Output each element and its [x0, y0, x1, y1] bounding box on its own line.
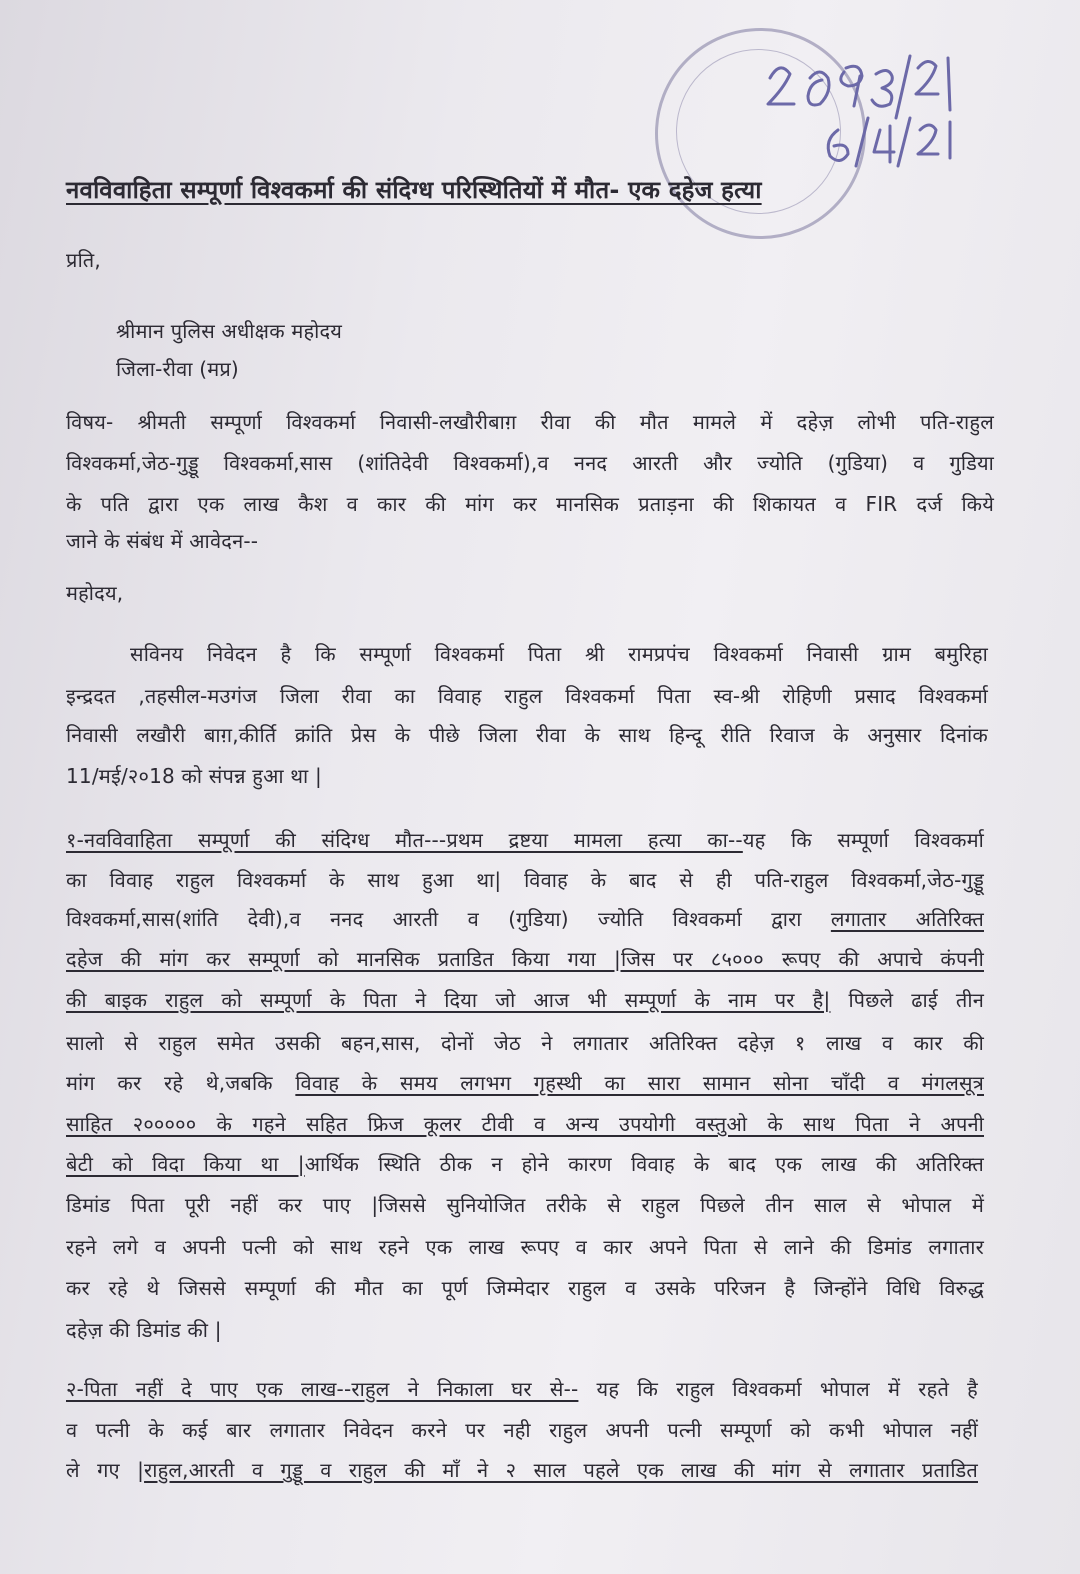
point1-heading: १-नवविवाहिता सम्पूर्णा की संदिग्ध मौत---प्रथम द्रष्टया मामला हत्या का--: [66, 828, 743, 852]
point1-underlined: विवाह के समय लगभग गृहस्थी का सारा सामान सोना चाँदी व मंगलसूत्र: [295, 1071, 984, 1095]
intro-line: सविनय निवेदन है कि सम्पूर्णा विश्वकर्मा पिता श्री रामप्रपंच विश्वकर्मा निवासी ग्राम बमुरिहा: [130, 642, 988, 666]
point1-line: दहेज़ की डिमांड की |: [66, 1318, 222, 1342]
point2-text: ले गए |: [66, 1458, 145, 1482]
point1-line: दहेज की मांग कर सम्पूर्णा को मानसिक प्रताडित किया गया |जिस पर ८५००० रूपए की अपाचे कंपनी: [66, 947, 984, 971]
point1-line: कर रहे थे जिससे सम्पूर्णा की मौत का पूर्ण जिम्मेदार राहुल व उसके परिजन है जिन्होंने विधि विरुद्ध: [66, 1276, 984, 1300]
point1-line: [66, 987, 984, 1013]
point2-heading: २-पिता नहीं दे पाए एक लाख--राहुल ने निकाला घर से--: [66, 1377, 579, 1401]
point1-line: का विवाह राहुल विश्वकर्मा के साथ हुआ था| विवाह के बाद से ही पति-राहुल विश्वकर्मा,जेठ-गुड्डू: [66, 868, 984, 892]
intro-line: निवासी लखौरी बाग़,कीर्ति क्रांति प्रेस के पीछे जिला रीवा के साथ हिन्दू रीति रिवाज के अनुसार दिनांक: [66, 723, 988, 747]
point1-line: [66, 827, 984, 853]
point2-underlined: राहुल,आरती व गुड्डू व राहुल की माँ ने २ साल पहले एक लाख की मांग से लगातार प्रताडित: [144, 1458, 978, 1482]
point1-underlined: बेटी को विदा किया था |: [66, 1152, 305, 1176]
point2-lead: यह कि राहुल विश्वकर्मा भोपाल में रहते है: [578, 1377, 978, 1401]
point1-underlined: की बाइक राहुल को सम्पूर्णा के पिता ने दिया जो आज भी सम्पूर्णा के नाम पर है|: [66, 988, 831, 1012]
address-recipient: श्रीमान पुलिस अधीक्षक महोदय: [116, 319, 343, 343]
subject-line: के पति द्वारा एक लाख कैश व कार की मांग कर मानसिक प्रताड़ना की शिकायत व FIR दर्ज किये: [66, 492, 994, 516]
point2-line: [66, 1376, 978, 1402]
point1-text: मांग कर रहे थे,जबकि: [66, 1071, 296, 1095]
point1-line: सालो से राहुल समेत उसकी बहन,सास, दोनों जेठ ने लगातार अतिरिक्त दहेज़ १ लाख व कार की: [66, 1031, 984, 1055]
point1-line: [66, 1151, 984, 1177]
document-title: नवविवाहिता सम्पूर्णा विश्वकर्मा की संदिग्ध परिस्थितियों में मौत- एक दहेज हत्या: [66, 176, 762, 204]
point1-text: विश्वकर्मा,सास(शांति देवी),व ननद आरती व (गुडिया) ज्योति विश्वकर्मा द्वारा: [66, 907, 831, 931]
address-prati: प्रति,: [66, 248, 101, 272]
point1-line: [66, 1070, 984, 1096]
subject-line: विषय- श्रीमती सम्पूर्णा विश्वकर्मा निवासी-लखौरीबाग़ रीवा की मौत मामले में दहेज़ लोभी पति-राहुल: [66, 410, 994, 434]
point2-line: व पत्नी के कई बार लगातार निवेदन करने पर नही राहुल अपनी पत्नी सम्पूर्णा को कभी भोपाल नहीं: [66, 1418, 978, 1442]
point1-lead: यह कि सम्पूर्णा विश्वकर्मा: [742, 828, 985, 852]
point1-text: पिछले ढाई तीन: [830, 988, 984, 1012]
handwritten-receipt-mark: [750, 38, 970, 178]
point1-text: आर्थिक स्थिति ठीक न होने कारण विवाह के बाद एक लाख की अतिरिक्त: [304, 1152, 984, 1176]
point2-line: [66, 1457, 978, 1483]
point1-line: [66, 906, 984, 932]
subject-line: जाने के संबंध में आवेदन--: [66, 529, 259, 553]
point1-underlined: लगातार अतिरिक्त: [830, 907, 984, 931]
point1-line: डिमांड पिता पूरी नहीं कर पाए |जिससे सुनियोजित तरीके से राहुल पिछले तीन साल से भोपाल में: [66, 1193, 984, 1217]
salutation: महोदय,: [66, 581, 124, 605]
intro-line: 11/मई/२०18 को संपन्न हुआ था |: [66, 764, 322, 788]
address-district: जिला-रीवा (मप्र): [116, 357, 239, 381]
point1-line: साहित २००००० के गहने सहित फ्रिज कूलर टीवी व अन्य उपयोगी वस्तुओ के साथ पिता ने अपनी: [66, 1112, 984, 1136]
point1-line: रहने लगे व अपनी पत्नी को साथ रहने एक लाख रूपए व कार अपने पिता से लाने की डिमांड लगातार: [66, 1235, 984, 1259]
subject-line: विश्वकर्मा,जेठ-गुड्डू विश्वकर्मा,सास (शांतिदेवी विश्वकर्मा),व ननद आरती और ज्योति (गुडिया) व गुडिया: [66, 451, 994, 475]
intro-line: इन्द्रदत ,तहसील-मउगंज जिला रीवा का विवाह राहुल विश्वकर्मा पिता स्व-श्री रोहिणी प्रसाद विश्वकर्मा: [66, 684, 988, 708]
